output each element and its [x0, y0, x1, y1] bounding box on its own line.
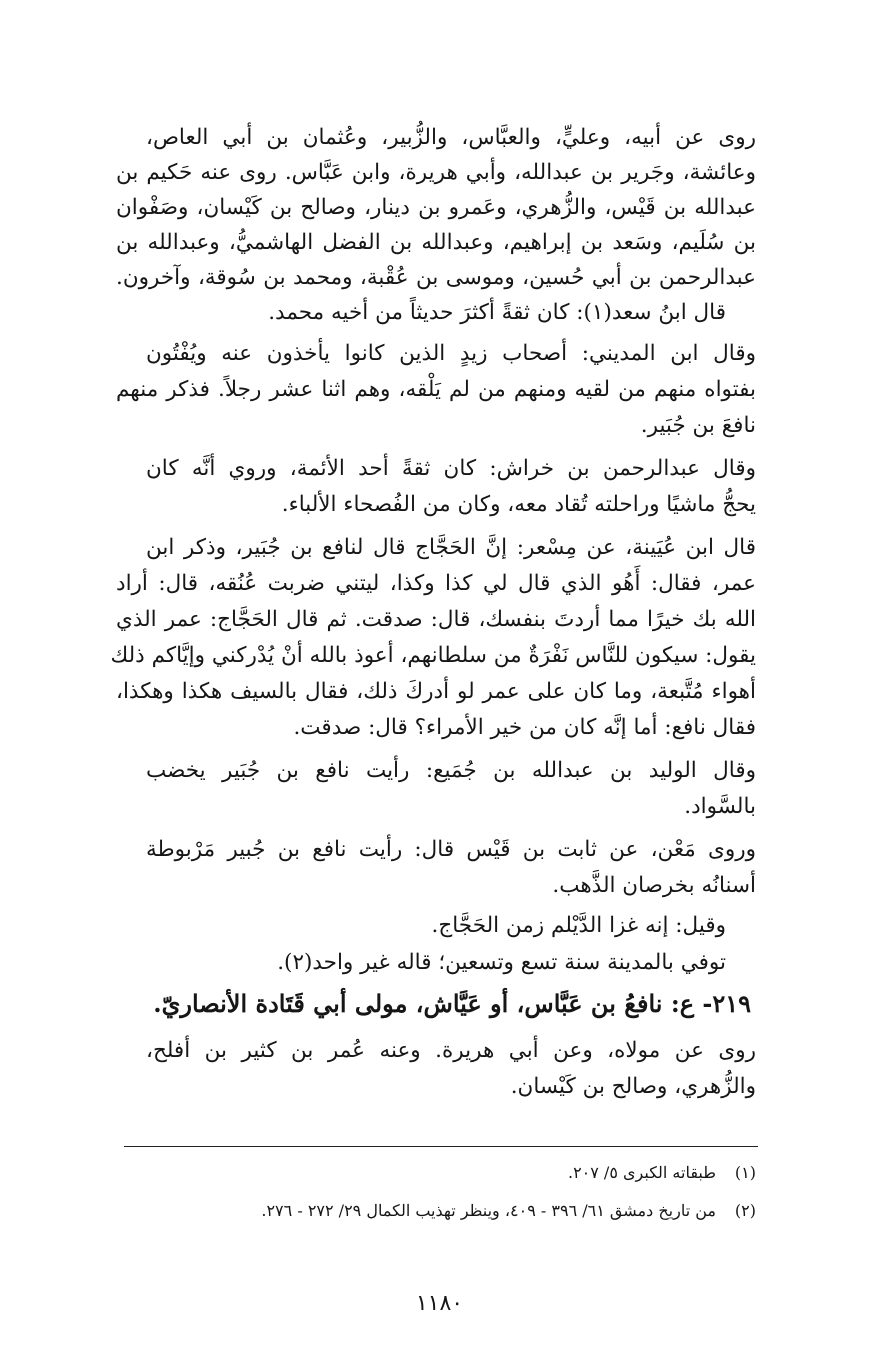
footnote-2 [261, 1199, 756, 1223]
text-line: يحجُّ ماشيًا وراحلته تُقاد معه، وكان من الفُصحاء الألباء. [281, 492, 756, 517]
text-line: عبدالله بن قَيْس، والزُّهري، وعَمرو بن دينار، وصالح بن كَيْسان، وصَفْوان [116, 195, 756, 220]
text-line: بن سُلَيم، وسَعد بن إبراهيم، وعبدالله بن الفضل الهاشميُّ، وعبدالله بن [116, 230, 756, 255]
text-line: قال ابن عُيَينة، عن مِسْعر: إنَّ الحَجَّاج قال لنافع بن جُبَير، وذكر ابن [146, 535, 756, 560]
text-line: قال ابنُ سعد(١): كان ثقةً أكثرَ حديثاً من أخيه محمد. [268, 300, 726, 325]
text-line: وقال عبدالرحمن بن خراش: كان ثقةً أحد الأئمة، وروي أنَّه كان [146, 456, 756, 481]
text-line: نافعَ بن جُبَير. [640, 413, 756, 438]
text-line: عمر، فقال: أَهُو الذي قال لي كذا وكذا، ليتني ضربت عُنُقه، قال: أراد [116, 571, 756, 596]
text-line: بفتواه منهم من لقيه ومنهم من لم يَلْقه، وهم اثنا عشر رجلاً. فذكر منهم [116, 377, 756, 402]
text-line: وقال ابن المديني: أصحاب زيدٍ الذين كانوا يأخذون عنه ويُفْتُون [146, 341, 756, 366]
text-line: عبدالرحمن بن أبي حُسين، وموسى بن عُقْبة، ومحمد بن سُوقة، وآخرون. [116, 265, 756, 290]
text-line: روى عن مولاه، وعن أبي هريرة. وعنه عُمر بن كثير بن أفلح، [146, 1038, 756, 1063]
text-line: وقيل: إنه غزا الدَّيْلم زمن الحَجَّاج. [431, 913, 726, 938]
text-line: فقال نافع: أما إنَّه كان من خير الأمراء؟ قال: صدقت. [293, 715, 756, 740]
text-line: روى عن أبيه، وعليٍّ، والعبَّاس، والزُّبير، وعُثمان بن أبي العاص، [146, 125, 756, 150]
text-line: وروى مَعْن، عن ثابت بن قَيْس قال: رأيت نافع بن جُبير مَرْبوطة [146, 837, 756, 862]
text-line: والزُّهري، وصالح بن كَيْسان. [510, 1074, 756, 1099]
text-line: وقال الوليد بن عبدالله بن جُمَيع: رأيت نافع بن جُبَير يخضب [146, 758, 756, 783]
entry-heading: ٢١٩- ع: نافعُ بن عَبَّاس، أو عَيَّاش، مولى أبي قَتَادة الأنصاريّ. [153, 989, 751, 1018]
text-line: أهواء مُتَّبعة، وما كان على عمر لو أدركَ ذلك، فقال بالسيف هكذا وهكذا، [116, 679, 756, 704]
text-line: يقول: سيكون للنَّاس نَفْرَةٌ من سلطانهم، أعوذ بالله أنْ يُدْركني وإيَّاكم ذلك [110, 643, 756, 668]
footnote-number: (٢) [734, 1201, 756, 1220]
footnote-text: من تاريخ دمشق ٦١/ ٣٩٦ - ٤٠٩، وينظر تهذيب الكمال ٢٩/ ٢٧٢ - ٢٧٦. [261, 1201, 716, 1220]
footnote-separator [124, 1146, 758, 1147]
footnote-text: طبقاته الكبرى ٥/ ٢٠٧. [567, 1163, 716, 1182]
text-line: أسنانُه بخرصان الذَّهب. [552, 873, 756, 898]
page-number: ١١٨٠ [415, 1291, 464, 1316]
text-line: الله بك خيرًا مما أردتَ بنفسك، قال: صدقت. ثم قال الحَجَّاج: عمر الذي [116, 607, 756, 632]
text-line: وعائشة، وجَرير بن عبدالله، وأبي هريرة، وابن عَبَّاس. روى عنه حَكيم بن [116, 160, 756, 185]
footnote-1 [568, 1161, 756, 1185]
text-line: بالسَّواد. [684, 794, 756, 819]
text-line: توفي بالمدينة سنة تسع وتسعين؛ قاله غير واحد(٢). [277, 950, 726, 975]
footnote-number: (١) [734, 1163, 756, 1182]
